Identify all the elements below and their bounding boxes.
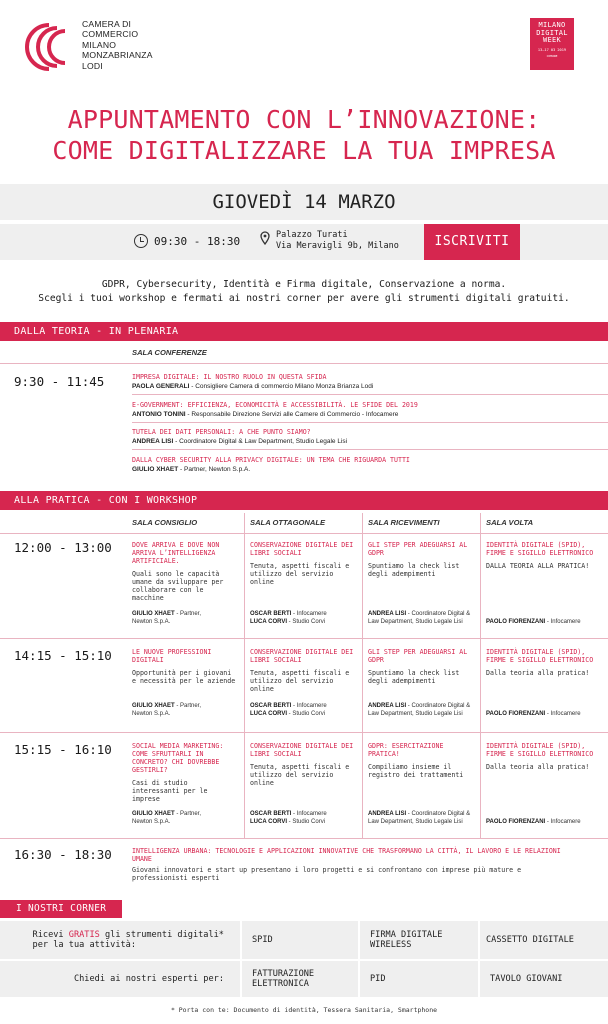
workshop-speaker: [132, 702, 201, 718]
workshop-cell: [132, 648, 238, 685]
talk-speaker: [132, 438, 347, 446]
corner-experts-label: Chiedi ai nostri esperti per:: [0, 961, 240, 997]
logo-line: LODI: [82, 60, 103, 71]
speaker-role: - Studio Corvi: [287, 619, 326, 625]
speaker-role: - Consigliere Camera di commercio Milano Monza Brianza Lodi: [189, 383, 374, 390]
clock-icon: [134, 234, 148, 248]
speaker-name: PAOLO FIORENZANI: [486, 711, 546, 717]
divider: [0, 838, 608, 839]
speaker-role: - Partner, Newton S.p.A.: [178, 466, 251, 473]
workshop-desc: Opportunità per i giovani e necessità per le aziende: [132, 669, 236, 685]
workshop-title: IDENTITÀ DIGITALE (SPID), FIRME E SIGILLO ELETTRONICO: [486, 541, 594, 557]
workshop-desc: Quali sono le capacità umane da sviluppare per collaborare con le macchine: [132, 570, 224, 602]
intro-line-1: GDPR, Cybersecurity, Identità e Firma digitale, Conservazione a norma.: [101, 279, 507, 290]
badge-sponsor: COMUNE: [546, 53, 558, 58]
speaker-role: Newton S.p.A.: [132, 819, 171, 825]
workshop-speaker: [132, 810, 201, 826]
speaker-name: GIULIO XHAET: [132, 703, 175, 709]
workshop-desc: Spuntiamo la check list degli adempimenti: [368, 562, 460, 578]
speaker-role: - Coordinatore Digital &: [406, 611, 471, 617]
speaker-role: Law Department, Studio Legale Lisi: [368, 819, 463, 825]
header: [0, 0, 608, 90]
talk-speaker: [132, 466, 250, 474]
speaker-role: - Infocamere: [291, 703, 327, 709]
talk-title: TUTELA DEI DATI PERSONALI: A CHE PUNTO SIAMO?: [132, 428, 311, 436]
final-session-title: INTELLIGENZA URBANA: TECNOLOGIE E APPLICAZIONI INNOVATIVE CHE TRASFORMANO LA CITTÀ, IL LAVORO E LE RELAZIONI UMANE: [132, 847, 561, 863]
hall-name: SALA OTTAGONALE: [250, 518, 326, 527]
workshop-desc: Dalla teoria alla pratica!: [486, 669, 590, 677]
workshop-speaker: [486, 710, 581, 718]
speaker-role: - Studio Corvi: [287, 819, 326, 825]
speaker-role: - Infocamere: [545, 711, 581, 717]
workshop-cell: [250, 541, 356, 586]
talk-speaker: [132, 383, 373, 391]
speaker-name: PAOLO FIORENZANI: [486, 819, 546, 825]
title-line-1: APPUNTAMENTO CON L’INNOVAZIONE:: [67, 105, 541, 134]
speaker-role: - Responsabile Direzione Servizi alle Camere di Commercio - Infocamere: [185, 411, 399, 418]
column-divider: [480, 513, 481, 838]
divider: [0, 533, 608, 534]
workshop-title: DOVE ARRIVA E DOVE NON ARRIVA L’INTELLIGENZA ARTIFICIALE.: [132, 541, 220, 565]
logo-line: CAMERA DI: [82, 19, 132, 29]
speaker-name: PAOLA GENERALI: [132, 383, 190, 390]
logo-line: COMMERCIO: [82, 29, 139, 40]
speaker-role: - Infocamere: [545, 819, 581, 825]
chamber-of-commerce-logo: [22, 20, 76, 74]
corner-item: FATTURAZIONE ELETTRONICA: [242, 961, 358, 997]
corner-item: SPID: [242, 921, 358, 959]
workshop-desc: Dalla teoria alla pratica!: [486, 763, 590, 771]
speaker-name: LUCA CORVI: [250, 711, 288, 717]
title-line-2: COME DIGITALIZZARE LA TUA IMPRESA: [52, 136, 556, 165]
final-session-desc: Giovani innovatori e start up presentano i loro progetti e si confrontano con imprese più mature e professionisti esperti: [132, 866, 522, 882]
workshop-speaker: [132, 610, 201, 626]
divider: [0, 732, 608, 733]
speaker-name: OSCAR BERTI: [250, 703, 292, 709]
speaker-name: GIULIO XHAET: [132, 466, 179, 473]
talk-speaker: [132, 411, 398, 419]
divider: [0, 363, 608, 364]
event-place: [260, 230, 399, 252]
corner-text: Ricevi: [32, 930, 69, 940]
workshop-desc: Spuntiamo la check list degli adempimenti: [368, 669, 460, 685]
corner-text: gli strumenti digitali*: [99, 930, 224, 940]
slot-time: 12:00 - 13:00: [14, 540, 112, 555]
workshop-desc: DALLA TEORIA ALLA PRATICA!: [486, 562, 590, 570]
workshop-speaker: [368, 702, 470, 718]
milano-digital-week-badge: [530, 18, 574, 70]
workshop-speaker: [368, 610, 470, 626]
speaker-role: - Coordinatore Digital & Law Department, Studio Legale Lisi: [173, 438, 348, 445]
column-divider: [362, 513, 363, 838]
event-time: [134, 234, 240, 248]
workshop-title: IDENTITÀ DIGITALE (SPID), FIRME E SIGILLO ELETTRONICO: [486, 742, 594, 758]
workshop-title: GLI STEP PER ADEGUARSI AL GDPR: [368, 541, 468, 557]
corner-item: FIRMA DIGITALE WIRELESS: [360, 921, 478, 959]
badge-line: DIGITAL: [536, 28, 568, 37]
divider: [132, 422, 608, 423]
slot-time: 14:15 - 15:10: [14, 648, 112, 663]
workshop-desc: Compiliamo insieme il registro dei trattamenti: [368, 763, 464, 779]
speaker-name: OSCAR BERTI: [250, 811, 292, 817]
workshop-cell: [486, 541, 598, 570]
workshop-cell: [368, 541, 474, 578]
speaker-name: ANDREA LISI: [368, 611, 407, 617]
speaker-role: - Partner,: [174, 703, 202, 709]
workshop-title: GDPR: ESERCITAZIONE PRATICA!: [368, 742, 444, 758]
event-date: GIOVEDÌ 14 MARZO: [0, 184, 608, 220]
speaker-role: - Partner,: [174, 611, 202, 617]
speaker-role: Law Department, Studio Legale Lisi: [368, 711, 463, 717]
intro-line-2: Scegli i tuoi workshop e fermati ai nostri corner per avere gli strumenti digitali gratuiti.: [38, 293, 570, 304]
workshop-cell: [486, 648, 598, 677]
speaker-name: GIULIO XHAET: [132, 811, 175, 817]
speaker-name: ANTONIO TONINI: [132, 411, 186, 418]
speaker-role: - Coordinatore Digital &: [406, 703, 471, 709]
speaker-name: ANDREA LISI: [132, 438, 174, 445]
location-pin-icon: [260, 231, 270, 245]
talk-title: E-GOVERNMENT: EFFICIENZA, ECONOMICITÀ E ACCESSIBILITÀ. LE SFIDE DEL 2019: [132, 401, 418, 409]
corner-item: CASSETTO DIGITALE: [480, 921, 608, 959]
venue-address: Via Meravigli 9b, Milano: [276, 241, 399, 251]
slot-time: 15:15 - 16:10: [14, 742, 112, 757]
page-title: [0, 104, 608, 166]
badge-line: MILANO: [538, 21, 566, 29]
logo-line: MILANO: [82, 39, 117, 50]
badge-title: [530, 18, 574, 45]
workshop-desc: Tenuta, aspetti fiscali e utilizzo del servizio online: [250, 562, 350, 586]
workshop-speaker: [368, 810, 470, 826]
workshop-speaker: [250, 702, 327, 718]
workshop-title: SOCIAL MEDIA MARKETING: COME SFRUTTARLI IN CONCRETO? CHI DOVREBBE GESTIRLI?: [132, 742, 224, 774]
hall-name: SALA VOLTA: [486, 518, 534, 527]
hall-name: SALA CONFERENZE: [132, 348, 207, 357]
workshop-cell: [486, 742, 598, 771]
speaker-role: - Coordinatore Digital &: [406, 811, 471, 817]
speaker-name: ANDREA LISI: [368, 703, 407, 709]
plenary-time: 9:30 - 11:45: [14, 374, 105, 389]
speaker-name: OSCAR BERTI: [250, 611, 292, 617]
venue-name: Palazzo Turati: [276, 230, 348, 240]
column-divider: [244, 513, 245, 838]
corner-text: per la tua attività:: [32, 940, 137, 950]
event-time-text: 09:30 - 18:30: [154, 234, 241, 248]
corner-item: PID: [360, 961, 478, 997]
divider: [0, 638, 608, 639]
speaker-name: PAOLO FIORENZANI: [486, 619, 546, 625]
hall-name: SALA RICEVIMENTI: [368, 518, 440, 527]
workshop-cell: [250, 648, 356, 693]
free-highlight: GRATIS: [68, 930, 100, 940]
speaker-name: LUCA CORVI: [250, 619, 288, 625]
speaker-role: - Infocamere: [545, 619, 581, 625]
speaker-role: - Infocamere: [291, 811, 327, 817]
badge-dates: 13—17 03 2019: [537, 47, 567, 52]
workshop-cell: [132, 541, 238, 602]
workshop-title: CONSERVAZIONE DIGITALE DEI LIBRI SOCIALI: [250, 742, 354, 758]
workshop-desc: Casi di studio interessanti per le imprese: [132, 779, 208, 803]
intro-text: [0, 278, 608, 306]
workshop-speaker: [250, 810, 327, 826]
workshop-title: CONSERVAZIONE DIGITALE DEI LIBRI SOCIALI: [250, 648, 354, 664]
workshop-desc: Tenuta, aspetti fiscali e utilizzo del servizio online: [250, 669, 350, 693]
corner-item: TAVOLO GIOVANI: [480, 961, 608, 997]
speaker-name: ANDREA LISI: [368, 811, 407, 817]
workshop-speaker: [250, 610, 327, 626]
divider: [132, 449, 608, 450]
speaker-name: GIULIO XHAET: [132, 611, 175, 617]
speaker-role: Law Department, Studio Legale Lisi: [368, 619, 463, 625]
logo-line: MONZABRIANZA: [82, 50, 153, 61]
workshop-title: GLI STEP PER ADEGUARSI AL GDPR: [368, 648, 468, 664]
hall-name: SALA CONSIGLIO: [132, 518, 198, 527]
speaker-role: - Partner,: [174, 811, 202, 817]
final-session: [132, 847, 572, 882]
speaker-role: - Infocamere: [291, 611, 327, 617]
talk-title: IMPRESA DIGITALE: IL NOSTRO RUOLO IN QUESTA SFIDA: [132, 373, 327, 381]
badge-line: WEEK: [542, 36, 562, 45]
workshop-speaker: [486, 618, 581, 626]
talk-title: DALLA CYBER SECURITY ALLA PRIVACY DIGITALE: UN TEMA CHE RIGUARDA TUTTI: [132, 456, 410, 464]
workshops-section-header: ALLA PRATICA - CON I WORKSHOP: [0, 491, 608, 510]
footnote: * Porta con te: Documento di identità, Tessera Sanitaria, Smartphone: [170, 1006, 438, 1014]
corner-free-tools-label: [0, 921, 240, 959]
slot-time: 16:30 - 18:30: [14, 847, 112, 862]
speaker-role: Newton S.p.A.: [132, 619, 171, 625]
logo-text: [82, 19, 153, 71]
workshop-title: LE NUOVE PROFESSIONI DIGITALI: [132, 648, 212, 664]
speaker-role: Newton S.p.A.: [132, 711, 171, 717]
plenary-section-header: DALLA TEORIA - IN PLENARIA: [0, 322, 608, 341]
workshop-cell: [132, 742, 238, 803]
workshop-cell: [250, 742, 356, 787]
speaker-role: - Studio Corvi: [287, 711, 326, 717]
subscribe-button[interactable]: ISCRIVITI: [424, 224, 520, 260]
workshop-cell: [368, 742, 474, 779]
workshop-cell: [368, 648, 474, 685]
workshop-title: IDENTITÀ DIGITALE (SPID), FIRME E SIGILLO ELETTRONICO: [486, 648, 594, 664]
speaker-name: LUCA CORVI: [250, 819, 288, 825]
divider: [132, 394, 608, 395]
workshop-desc: Tenuta, aspetti fiscali e utilizzo del servizio online: [250, 763, 350, 787]
workshop-speaker: [486, 818, 581, 826]
workshop-title: CONSERVAZIONE DIGITALE DEI LIBRI SOCIALI: [250, 541, 354, 557]
corners-section-header: I NOSTRI CORNER: [0, 900, 122, 918]
